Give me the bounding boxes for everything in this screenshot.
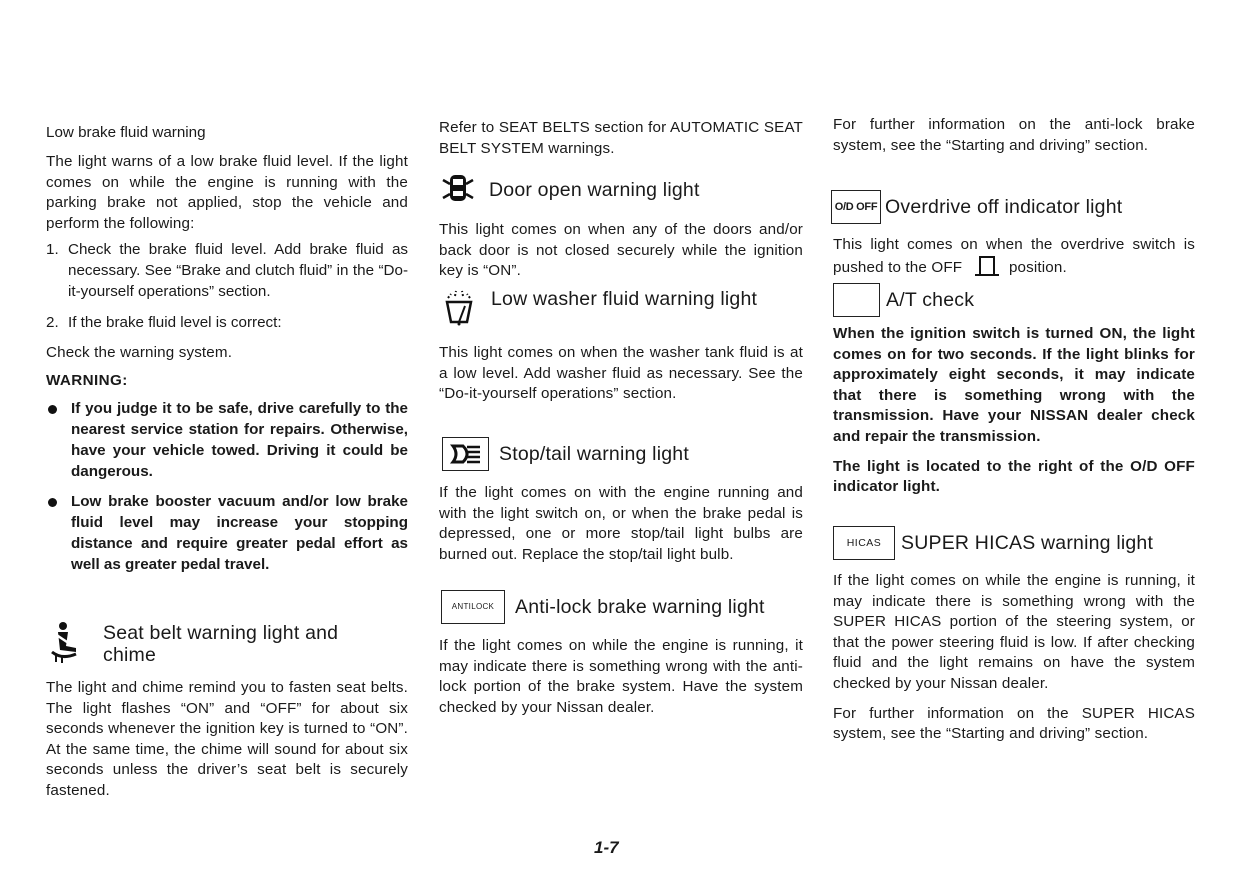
off-position-icon xyxy=(979,256,995,276)
hicas-icon: HICAS xyxy=(833,526,895,560)
stop-tail-body: If the light comes on with the engine running and with the light switch on, or when the brake pedal is depressed, one or more stop/tail light bulbs are burned out. Replace the stop/tail light bulb. xyxy=(439,484,803,563)
washer-body: This light comes on when the washer tank fluid is at a low level. Add washer fluid as necessary. See the “Do-it-yourself operations” section. xyxy=(439,344,803,403)
overdrive-body: This light comes on when the overdrive switch is pushed to the OFF position. xyxy=(833,236,1195,276)
low-brake-title: Low brake fluid warning xyxy=(46,124,206,141)
page-number: 1-7 xyxy=(594,838,619,857)
list-item: 2. If the brake fluid level is correct: xyxy=(46,314,282,332)
list-item: 1. Check the brake fluid level. Add brake fluid as necessary. See “Brake and clutch fluid” in the “Do-it-yourself operations” section. xyxy=(46,241,408,300)
hicas-further-text: For further information on the SUPER HICAS system, see the “Starting and driving” section. xyxy=(833,704,1195,743)
antilock-further-text: For further information on the anti-lock brake system, see the “Starting and driving” section. xyxy=(833,116,1195,154)
refer-text: Refer to SEAT BELTS section for AUTOMATIC SEAT BELT SYSTEM warnings. xyxy=(439,119,803,157)
door-section xyxy=(439,172,803,282)
stop-tail-section xyxy=(439,437,803,565)
at-check-body: When the ignition switch is turned ON, the light comes on for two seconds. If the light blinks for approximately eight seconds, it may indicate that there is something wrong with the transmission. Have your NISSAN dealer check and repair the transmission. xyxy=(833,325,1195,445)
washer-heading: Low washer fluid warning light xyxy=(439,288,803,330)
door-open-icon xyxy=(439,172,479,208)
door-body: This light comes on when any of the doors and/or back door is not closed securely while the ignition key is “ON”. xyxy=(439,221,803,280)
list-item: Low brake booster vacuum and/or low brake fluid level may increase your stopping distance and require greater pedal effort as well as greater pedal travel. xyxy=(46,491,408,575)
washer-fluid-icon xyxy=(439,288,479,330)
stop-tail-heading: Stop/tail warning light xyxy=(439,437,803,471)
seat-belt-body: The light and chime remind you to fasten seat belts. The light flashes “ON” and “OFF” for about six seconds whenever the ignition key is turned to “ON”. At the same time, the chime will sound for about six seconds unless the driver’s seat belt is securely fastened. xyxy=(46,679,408,799)
door-heading: Door open warning light xyxy=(439,172,803,208)
list-item: If you judge it to be safe, drive carefully to the nearest service station for repairs. Otherwise, have your vehicle towed. Driving it could be dangerous. xyxy=(46,398,408,482)
overdrive-heading: O/D OFF Overdrive off indicator light xyxy=(833,190,1195,224)
seat-belt-section xyxy=(46,620,408,802)
washer-section xyxy=(439,288,803,405)
hicas-body: If the light comes on while the engine is running, it may indicate there is something wrong with the SUPER HICAS portion of the steering system, or that the power steering fluid is low. If after checking fluid and the light remains on have the system checked by your Nissan dealer. xyxy=(833,572,1195,692)
low-brake-section xyxy=(46,123,408,575)
warning-label: WARNING: xyxy=(46,372,128,390)
at-check-location: The light is located to the right of the O/D OFF indicator light. xyxy=(833,457,1195,496)
at-check-section xyxy=(833,283,1195,498)
antilock-heading: ANTILOCK Anti-lock brake warning light xyxy=(439,590,803,624)
check-system-text: Check the warning system. xyxy=(46,343,233,361)
hicas-section xyxy=(833,526,1195,745)
overdrive-section xyxy=(833,190,1195,278)
antilock-section xyxy=(439,590,803,718)
od-off-icon: O/D OFF xyxy=(831,190,881,224)
at-check-heading: A/T check xyxy=(833,283,1195,317)
stop-tail-icon xyxy=(442,437,489,471)
hicas-heading: HICAS SUPER HICAS warning light xyxy=(833,526,1195,560)
at-check-icon xyxy=(833,283,880,317)
warning-list xyxy=(46,398,408,575)
seat-belt-heading: Seat belt warning light and chime xyxy=(46,620,408,666)
antilock-icon: ANTILOCK xyxy=(441,590,505,624)
step-list xyxy=(46,240,408,333)
low-brake-intro: The light warns of a low brake fluid level. If the light comes on while the engine is running with the parking brake not applied, stop the vehicle and perform the following: xyxy=(46,153,408,232)
seat-belt-icon xyxy=(46,620,86,664)
antilock-body: If the light comes on while the engine is running, it may indicate there is something wrong with the anti-lock portion of the brake system. Have the system checked by your Nissan dealer. xyxy=(439,637,803,716)
